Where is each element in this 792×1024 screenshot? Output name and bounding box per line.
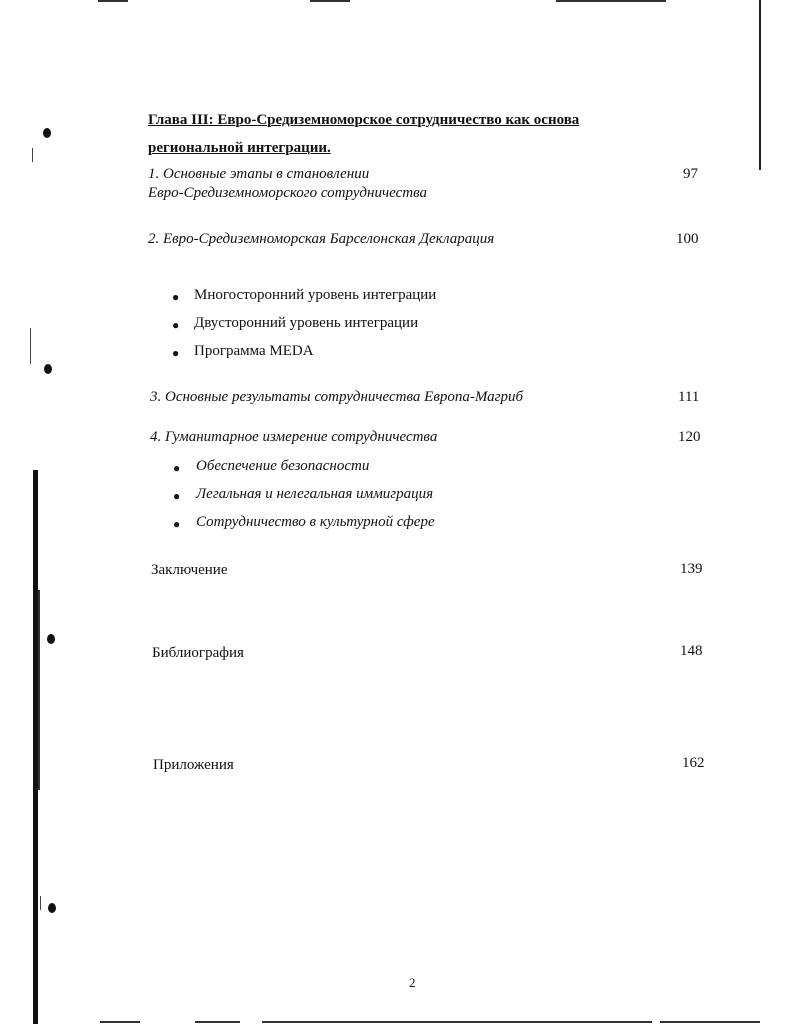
bullet-icon: ● (173, 461, 181, 475)
toc-backmatter-title: Библиография (152, 645, 244, 661)
toc-bullet-item: Сотрудничество в культурной сфере (196, 514, 435, 530)
toc-entry-title: 4. Гуманитарное измерение сотрудничества (150, 429, 438, 445)
toc-entry-title: 1. Основные этапы в становлении (148, 166, 370, 182)
chapter-title: Глава III: Евро-Средиземноморское сотрудничество как основа (148, 112, 580, 128)
scan-artifact (556, 0, 666, 2)
punch-hole (48, 903, 56, 913)
punch-hole (43, 128, 51, 138)
bullet-icon: ● (173, 489, 181, 503)
scan-edge-left (38, 590, 40, 790)
toc-page-number: 97 (683, 166, 698, 182)
scan-artifact (30, 328, 31, 364)
scan-artifact (195, 1021, 240, 1023)
scan-artifact (100, 1021, 140, 1023)
scan-artifact (660, 1021, 760, 1023)
scan-artifact (40, 896, 41, 910)
toc-entry-title: Евро-Средиземноморского сотрудничества (148, 185, 427, 201)
scan-edge-right (759, 0, 761, 170)
punch-hole (44, 364, 52, 374)
scan-artifact (262, 1021, 652, 1023)
bullet-icon: ● (172, 346, 180, 360)
toc-bullet-item: Программа MEDA (194, 343, 314, 359)
toc-page-number: 100 (676, 231, 699, 247)
bullet-icon: ● (172, 290, 180, 304)
toc-page-number: 120 (678, 429, 701, 445)
toc-backmatter-title: Заключение (151, 562, 228, 578)
page-number: 2 (409, 975, 416, 990)
punch-hole (47, 634, 55, 644)
scan-artifact (32, 148, 33, 162)
toc-bullet-item: Многосторонний уровень интеграции (194, 287, 437, 303)
toc-entry-title: 2. Евро-Средиземноморская Барселонская Декларация (148, 231, 495, 247)
scan-artifact (98, 0, 128, 2)
bullet-icon: ● (173, 517, 181, 531)
toc-page-number: 148 (680, 643, 703, 659)
scan-artifact (310, 0, 350, 2)
bullet-icon: ● (172, 318, 180, 332)
toc-backmatter-title: Приложения (153, 757, 234, 773)
toc-bullet-item: Обеспечение безопасности (196, 458, 370, 474)
toc-page-number: 139 (680, 561, 703, 577)
toc-bullet-item: Легальная и нелегальная иммиграция (196, 486, 434, 502)
toc-page-number: 111 (678, 389, 700, 405)
toc-entry-title: 3. Основные результаты сотрудничества Европа-Магриб (150, 389, 524, 405)
toc-page-number: 162 (682, 755, 705, 771)
chapter-title: региональной интеграции. (148, 140, 331, 156)
toc-bullet-item: Двусторонний уровень интеграции (194, 315, 419, 331)
